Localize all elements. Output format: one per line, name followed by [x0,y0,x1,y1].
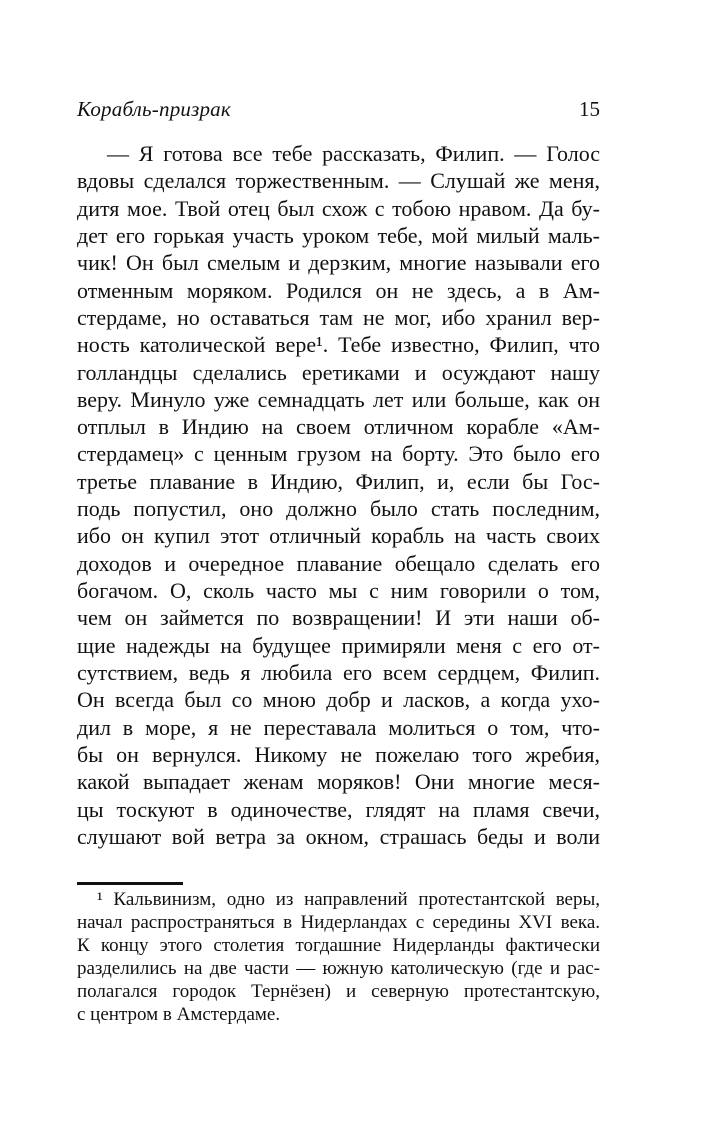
body-text-line: веру. Минуло уже семнадцать лет или больше, как он [77,386,600,412]
body-text [77,140,600,850]
body-text-line: голландцы сделались еретиками и осуждают нашу [77,359,600,385]
page-number: 15 [579,97,600,121]
body-text-line: дет его горькая участь уроком тебе, мой милый маль- [77,222,600,248]
body-text-line: Он всегда был со мною добр и ласков, а когда ухо- [77,687,600,713]
body-text-line: стердаме, но оставаться там не мог, ибо хранил вер- [77,304,600,330]
body-text-line: отменным моряком. Родился он не здесь, а в Ам- [77,277,600,303]
body-text-line: щие надежды на будущее примиряли меня с его от- [77,632,600,658]
book-title: Корабль-призрак [77,97,231,121]
body-text-line: дитя мое. Твой отец был схож с тобою нравом. Да бу- [77,195,600,221]
body-text-line: подь попустил, оно должно было стать последним, [77,496,600,522]
body-text-line: дил в море, я не переставала молиться о том, что- [77,714,600,740]
footnote-line: начал распространяться в Нидерландах с середины XVI века. [77,912,600,933]
footnote-line: полагался городок Тернёзен) и северную протестантскую, [77,981,600,1002]
body-text-line: ность католической вере¹. Тебе известно, Филип, что [77,332,600,358]
footnote-line: разделились на две части — южную католическую (где и рас- [77,958,600,979]
body-text-line: слушают вой ветра за окном, страшась беды и воли [77,823,600,849]
running-header [77,97,600,122]
footnote-line: К концу этого столетия тогдашние Нидерланды фактически [77,935,600,956]
body-text-line: цы тоскуют в одиночестве, глядят на пламя свечи, [77,796,600,822]
body-text-line: доходов и очередное плавание обещало сделать его [77,550,600,576]
body-text-line: вдовы сделался торжественным. — Слушай же меня, [77,168,600,194]
footnote-line: ¹ Кальвинизм, одно из направлений протестантской веры, [97,889,600,910]
footnote-line: с центром в Амстердаме. [77,1004,281,1025]
body-text-line: чем он займется по возвращении! И эти наши об- [77,605,600,631]
body-text-line: ибо он купил этот отличный корабль на часть своих [77,523,600,549]
body-text-line: чик! Он был смелым и дерзким, многие называли его [77,250,600,276]
body-text-line: сутствием, ведь я любила его всем сердцем, Филип. [77,659,600,685]
body-text-line: — Я готова все тебе рассказать, Филип. — Голос [107,141,600,166]
body-text-line: третье плавание в Индию, Филип, и, если бы Гос- [77,468,600,494]
body-text-line: какой выпадает женам моряков! Они многие меся- [77,769,600,795]
body-text-line: стердамец» с ценным грузом на борту. Это было его [77,441,600,467]
body-text-line: богачом. О, сколь часто мы с ним говорили о том, [77,578,600,603]
footnote-divider [77,882,183,885]
body-text-line: отплыл в Индию на своем отличном корабле «Ам- [77,414,600,440]
body-text-line: бы он вернулся. Никому не пожелаю того жребия, [77,741,600,767]
footnote [77,888,600,1026]
